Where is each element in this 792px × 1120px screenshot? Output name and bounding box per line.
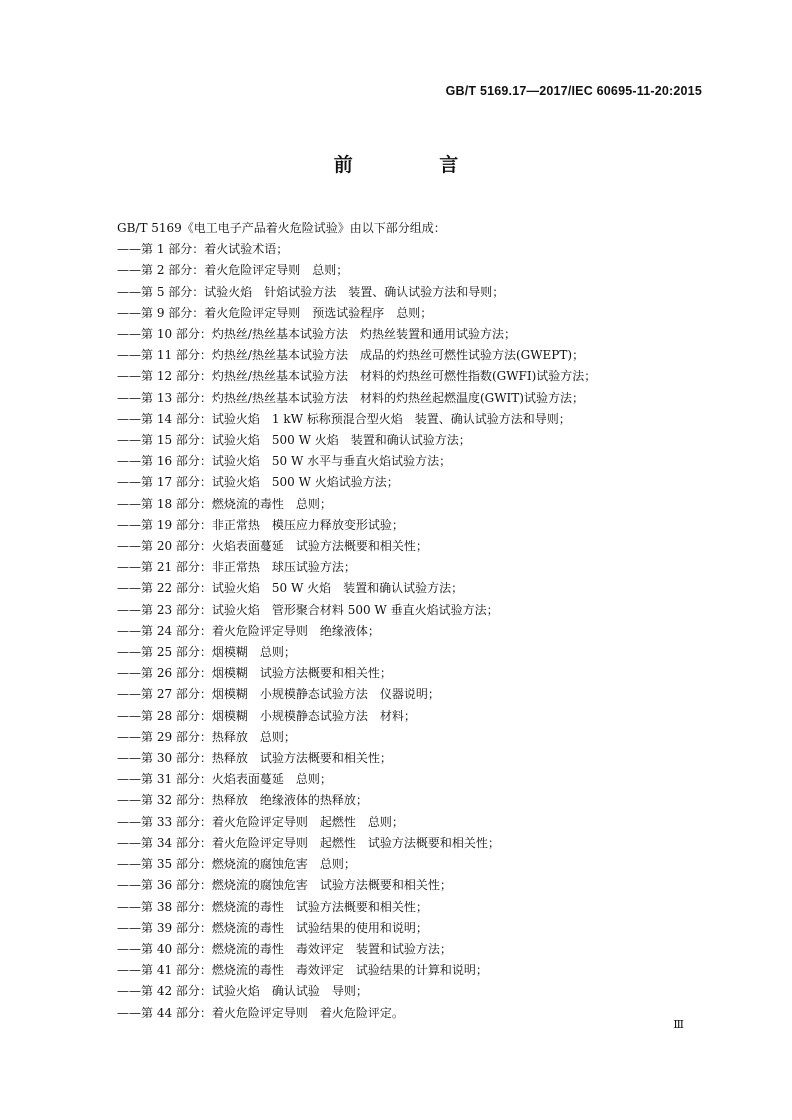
list-item: ——第 11 部分：灼热丝/热丝基本试验方法 成品的灼热丝可燃性试验方法(GWEPT)； (117, 348, 585, 363)
page-number: Ⅲ (673, 1018, 684, 1031)
list-item: ——第 29 部分：热释放 总则； (117, 729, 296, 744)
list-item: ——第 34 部分：着火危险评定导则 起燃性 试验方法概要和相关性； (117, 835, 500, 850)
list-item: ——第 18 部分：燃烧流的毒性 总则； (117, 496, 332, 511)
page-title: 前 言 (333, 154, 499, 176)
list-item: ——第 14 部分：试验火焰 1 kW 标称预混合型火焰 装置、确认试验方法和导则； (117, 411, 571, 426)
list-item: ——第 32 部分：热释放 绝缘液体的热释放； (117, 793, 368, 808)
list-item: ——第 41 部分：燃烧流的毒性 毒效评定 试验结果的计算和说明； (117, 963, 488, 978)
list-item: ——第 26 部分：烟模糊 试验方法概要和相关性； (117, 666, 392, 681)
list-item: ——第 28 部分：烟模糊 小规模静态试验方法 材料； (117, 708, 416, 723)
list-item: ——第 44 部分：着火危险评定导则 着火危险评定。 (117, 1005, 404, 1020)
list-item: ——第 25 部分：烟模糊 总则； (117, 645, 296, 660)
list-item: ——第 20 部分：火焰表面蔓延 试验方法概要和相关性； (117, 539, 428, 554)
list-item: ——第 42 部分：试验火焰 确认试验 导则； (117, 984, 368, 999)
standard-id-header: GB/T 5169.17—2017/IEC 60695-11-20:2015 (445, 84, 702, 98)
list-item: ——第 2 部分：着火危险评定导则 总则； (117, 263, 349, 278)
list-item: ——第 31 部分：火焰表面蔓延 总则； (117, 772, 332, 787)
document-body (117, 218, 707, 1024)
intro-paragraph: GB/T 5169《电工电子产品着火危险试验》由以下部分组成： (117, 221, 446, 235)
list-item: ——第 21 部分：非正常热 球压试验方法； (117, 560, 356, 575)
list-item: ——第 17 部分：试验火焰 500 W 火焰试验方法； (117, 475, 399, 490)
list-item: ——第 15 部分：试验火焰 500 W 火焰 装置和确认试验方法； (117, 433, 471, 448)
list-item: ——第 10 部分：灼热丝/热丝基本试验方法 灼热丝装置和通用试验方法； (117, 327, 516, 342)
list-item: ——第 12 部分：灼热丝/热丝基本试验方法 材料的灼热丝可燃性指数(GWFI)试验方法； (117, 369, 597, 384)
list-item: ——第 35 部分：燃烧流的腐蚀危害 总则； (117, 857, 356, 872)
list-item: ——第 33 部分：着火危险评定导则 起燃性 总则； (117, 814, 404, 829)
list-item: ——第 19 部分：非正常热 模压应力释放变形试验； (117, 517, 404, 532)
list-item: ——第 36 部分：燃烧流的腐蚀危害 试验方法概要和相关性； (117, 878, 452, 893)
list-item: ——第 16 部分：试验火焰 50 W 水平与垂直火焰试验方法； (117, 454, 452, 469)
list-item: ——第 5 部分：试验火焰 针焰试验方法 装置、确认试验方法和导则； (117, 284, 505, 299)
list-item: ——第 1 部分：着火试验术语； (117, 242, 289, 257)
list-item: ——第 40 部分：燃烧流的毒性 毒效评定 装置和试验方法； (117, 941, 452, 956)
list-item: ——第 27 部分：烟模糊 小规模静态试验方法 仪器说明； (117, 687, 440, 702)
list-item: ——第 22 部分：试验火焰 50 W 火焰 装置和确认试验方法； (117, 581, 464, 596)
list-item: ——第 39 部分：燃烧流的毒性 试验结果的使用和说明； (117, 920, 428, 935)
list-item: ——第 13 部分：灼热丝/热丝基本试验方法 材料的灼热丝起燃温度(GWIT)试验方法； (117, 390, 584, 405)
list-item: ——第 38 部分：燃烧流的毒性 试验方法概要和相关性； (117, 899, 428, 914)
list-item: ——第 23 部分：试验火焰 管形聚合材料 500 W 垂直火焰试验方法； (117, 602, 499, 617)
list-item: ——第 9 部分：着火危险评定导则 预选试验程序 总则； (117, 305, 433, 320)
list-item: ——第 24 部分：着火危险评定导则 绝缘液体； (117, 623, 380, 638)
list-item: ——第 30 部分：热释放 试验方法概要和相关性； (117, 751, 392, 766)
